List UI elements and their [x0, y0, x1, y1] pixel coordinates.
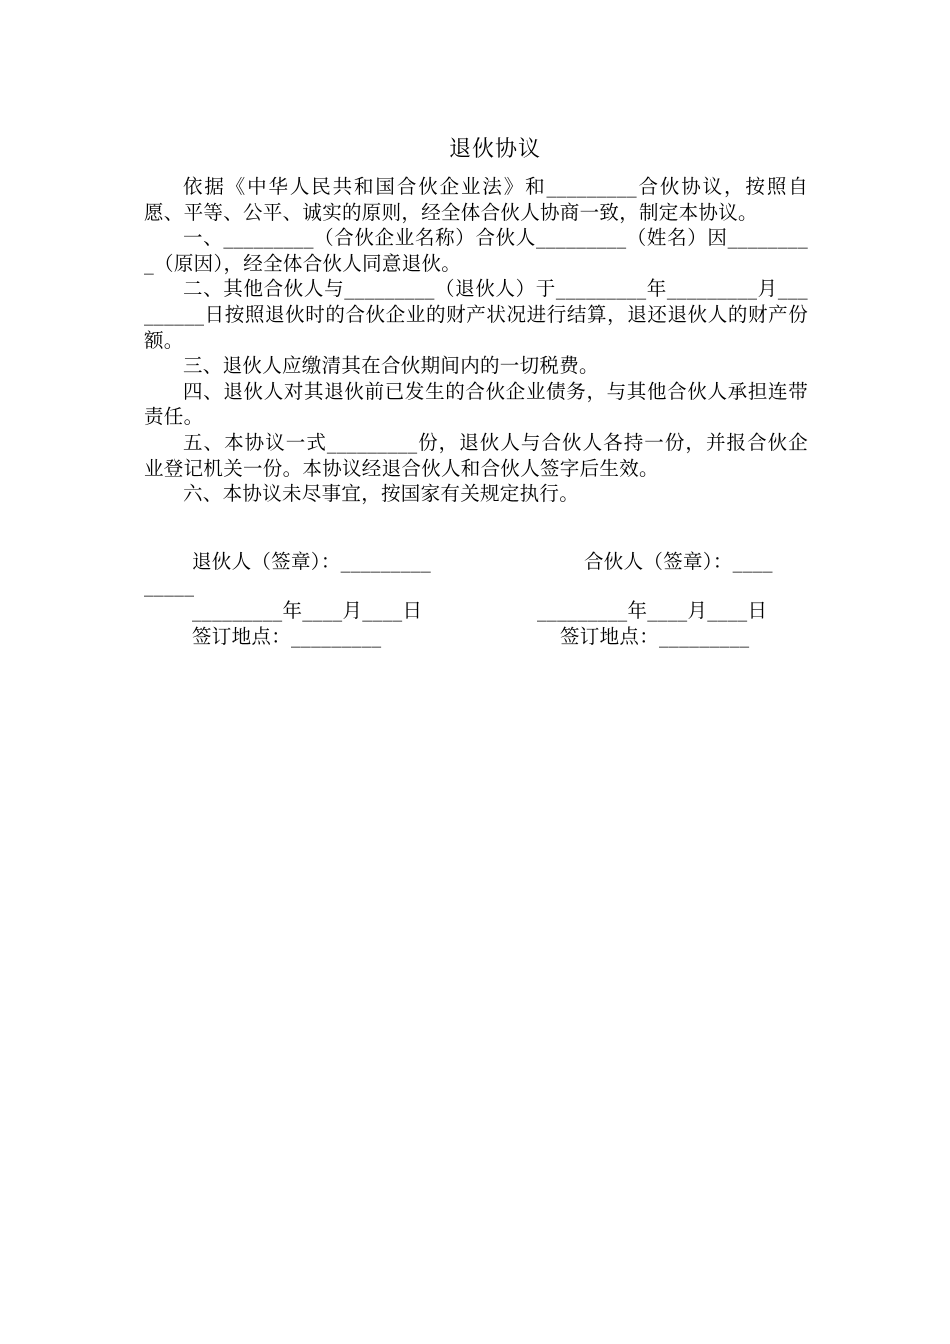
clause-1: 一、_________（合伙企业名称）合伙人_________（姓名）因_________（原因），经全体合伙人同意退伙。	[144, 226, 808, 275]
clause-2: 二、其他合伙人与_________（退伙人）于_________年_________月_________日按照退伙时的合伙企业的财产状况进行结算，退还退伙人的财产份额。	[144, 277, 808, 352]
partner-date: _________年____月____日	[537, 599, 768, 622]
clause-5: 五、本协议一式_________份，退伙人与合伙人各持一份，并报合伙企业登记机关一份。本协议经退合伙人和合伙人签字后生效。	[144, 430, 808, 480]
document-title: 退伙协议	[448, 137, 541, 162]
preamble-paragraph: 依据《中华人民共和国合伙企业法》和_________合伙协议，按照自愿、平等、公平、诚实的原则，经全体合伙人协商一致，制定本协议。	[144, 175, 808, 224]
clause-4: 四、退伙人对其退伙前已发生的合伙企业债务，与其他合伙人承担连带责任。	[144, 379, 808, 429]
partner-place: 签订地点：_________	[560, 625, 750, 648]
withdrawing-partner-date: _________年____月____日	[192, 599, 423, 622]
clause-6: 六、本协议未尽事宜，按国家有关规定执行。	[183, 482, 580, 506]
partner-signature: 合伙人（签章）：____	[584, 550, 773, 573]
clause-3: 三、退伙人应缴清其在合伙期间内的一切税费。	[183, 354, 599, 378]
partner-signature-continued: _____	[144, 574, 195, 597]
withdrawing-partner-place: 签订地点：_________	[192, 625, 382, 648]
withdrawing-partner-signature: 退伙人（签章）：_________	[192, 550, 432, 573]
document-body	[144, 174, 808, 507]
